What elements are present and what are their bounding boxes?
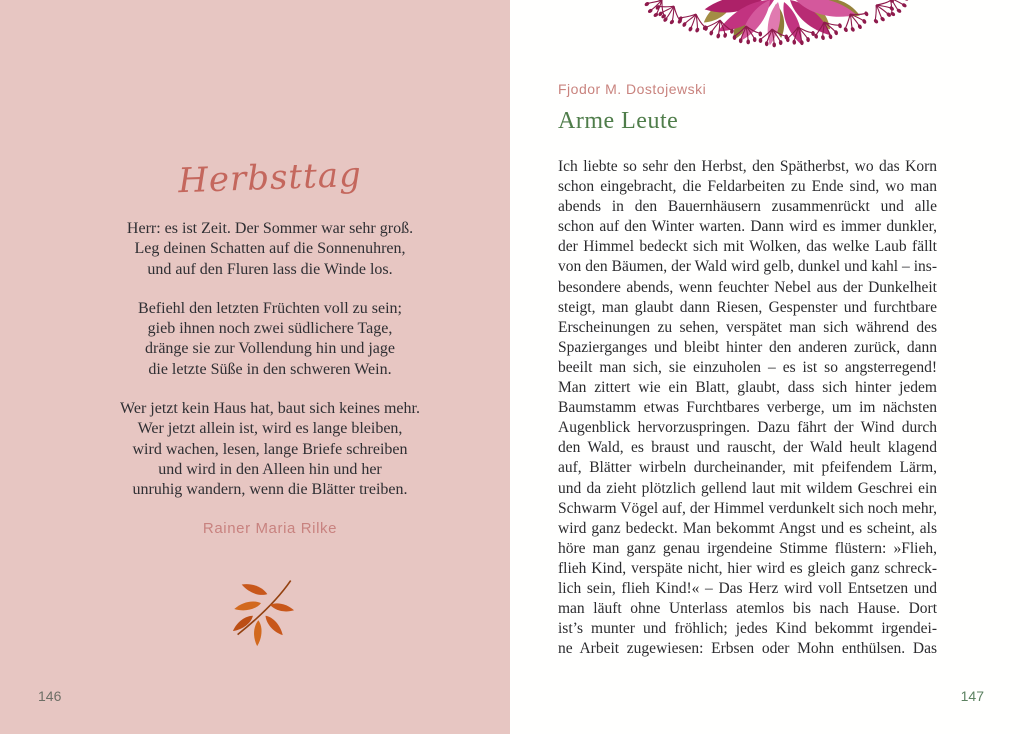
story-body-line: höre man ganz genau irgendeine Stimme flüstern: »Flieh,	[558, 539, 937, 557]
poem-author: Rainer Maria Rilke	[202, 519, 338, 537]
right-page	[510, 0, 1020, 734]
poem-line: Befiehl den letzten Früchten voll zu sein;	[138, 299, 402, 317]
story-body-line: wird ganz bedeckt. Man bekommt Angst und es scheint, als	[558, 519, 937, 537]
story-body-line: ne Arbeit zugewiesen: Erbsen oder Mohn enthülsen. Das	[558, 640, 937, 658]
story-body-line: Baumstamm etwas Furchtbares verberge, um im nächsten	[558, 399, 937, 417]
poem-line: unruhig wandern, wenn die Blätter treiben.	[132, 481, 408, 499]
poem-title: Herbsttag	[177, 154, 363, 202]
poem-line: Herr: es ist Zeit. Der Sommer war sehr groß.	[126, 220, 414, 237]
story-body-line: man läuft ohne Unterlass atemlos bis nach Hause. Dort	[558, 600, 937, 618]
story-body-line: von den Bäumen, der Wald wird gelb, dunkel und kahl – ins-	[558, 258, 937, 276]
story-title: Arme Leute	[558, 108, 679, 134]
poem-line: Wer jetzt kein Haus hat, baut sich keines mehr.	[120, 400, 420, 418]
story-body-line: Augenblick hervorzuspringen. Dazu fährt der Wind durch	[558, 419, 937, 437]
story-body-line: der Himmel bedeckt sich mit Wolken, das welke Laub fällt	[558, 238, 937, 256]
poem-line: wird wachen, lesen, lange Briefe schreiben	[132, 440, 408, 458]
story-body-line: und da zieht plötzlich gellend laut mit wildem Geschrei ein	[558, 479, 937, 497]
poem-stanza	[40, 219, 500, 280]
story-body-line: auf, Blätter wirbeln durcheinander, mit pfeifendem Lärm,	[558, 459, 937, 477]
story-body-line: schon eingebracht, die Feldarbeiten zu Ende sind, wo man	[558, 178, 937, 196]
poem-line: Wer jetzt allein ist, wird es lange bleiben,	[137, 420, 403, 438]
page-number-right: 147	[960, 688, 984, 704]
story-body-line: schon auf den Winter warten. Dann wird es immer dunkler,	[558, 218, 937, 236]
story-body-line: flieh Kind, verspäte nicht, hier wird es gleich ganz schreck-	[558, 559, 937, 577]
story-body-line: abends in den Bauernhäusern zusammenrückt und alle	[558, 198, 937, 216]
poem-line: und auf den Fluren lass die Winde los.	[147, 260, 393, 278]
page-number-left: 146	[38, 688, 62, 704]
story-body-line: Spazierganges und bleibt hinter den anderen zurück, dann	[558, 338, 937, 356]
story-body-line: Erscheinungen zu sehen, verspätet man sich während des	[558, 318, 937, 336]
poem-line: dränge sie zur Vollendung hin und jage	[144, 340, 396, 358]
story-body	[558, 157, 937, 659]
story-body-line: Ich liebte so sehr den Herbst, den Spätherbst, wo das Korn	[558, 158, 937, 175]
autumn-leaf-icon	[225, 574, 297, 652]
story-body-line: ist’s munter und fröhlich; jedes Kind bekommt irgendei-	[558, 620, 937, 638]
poem-line: Leg deinen Schatten auf die Sonnenuhren,	[134, 240, 406, 258]
story-author-byline: Fjodor M. Dostojewski	[558, 81, 707, 97]
story-body-line: Schwarm Vögel auf, der Himmel verdunkelt sich noch mehr,	[558, 499, 937, 517]
poem-line: und wird in den Alleen hin und her	[158, 460, 382, 478]
story-body-line: steigt, man glaubt dann Riesen, Gespenster und furchtbare	[558, 298, 937, 316]
pressed-flower-icon	[658, 0, 896, 48]
story-body-line: besondere abends, wenn feuchter Nebel aus der Dunkelheit	[558, 278, 937, 296]
story-body-line: lich sein, flieh Kind!« – Das Herz wird voll Entsetzen und	[558, 579, 937, 597]
poem-stanza	[40, 399, 500, 500]
story-body-line: beeilt man sich, sie einzuholen – es ist so angsterregend!	[558, 358, 937, 376]
story-body-line: Man zittert wie ein Blatt, glaubt, dass sich hinter jedem	[558, 379, 937, 397]
poem	[40, 219, 500, 537]
story-body-line: den Wald, es braust und rauscht, der Wald heult klagend	[558, 439, 937, 457]
poem-line: gieb ihnen noch zwei südlichere Tage,	[147, 320, 393, 338]
poem-stanza	[40, 299, 500, 380]
poem-line: die letzte Süße in den schweren Wein.	[148, 360, 392, 378]
